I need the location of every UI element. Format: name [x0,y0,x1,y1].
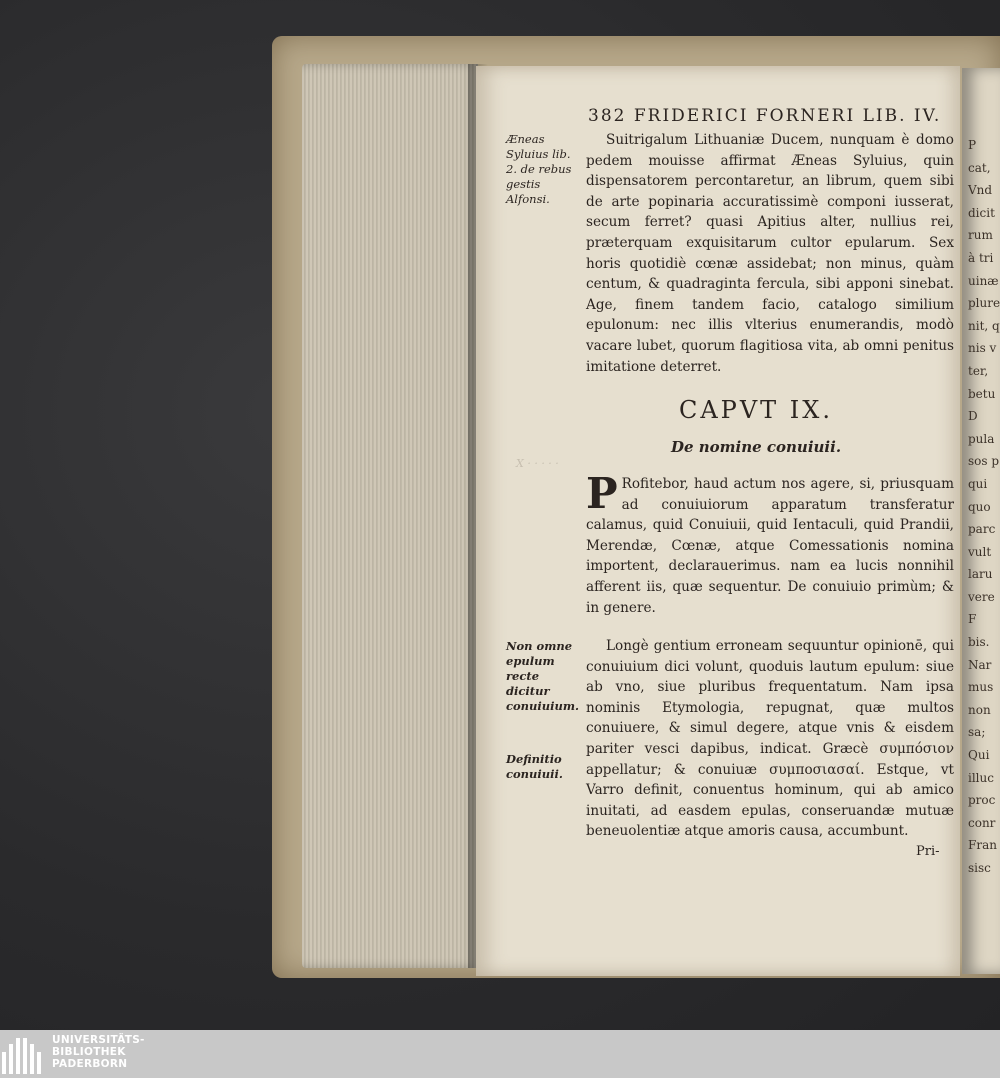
next-page-fragment: proc [968,793,996,808]
paragraph-text: Longè gentium erroneam sequuntur opinionē, qui conuiuium dici volunt, quoduis lautum epulum: siue ab vno, siue pluribus frequentatum. Nam ipsa nominis Etymologia, repugnat, quæ multos conuiuere, & simul degere, atque vnis & eisdem pariter vesci dapibus, indicat. Græcè συμπόσιον appellatur; & conuiuæ συμποσιασαί. Estque, vt Varro definit, conuentus hominum, qui ab amico inuitati, ad easdem epulas, conseruandæ mutuæ beneuolentiæ atque amoris causa, accumbunt. [586,638,954,840]
next-page-fragment: quo [968,499,991,514]
bleed-through-text: X · · · · · [516,457,559,470]
next-page-fragment: non [968,702,991,717]
open-book [272,36,1000,978]
library-name-line: BIBLIOTHEK [52,1046,126,1058]
next-page-fragment: F [968,612,977,627]
next-page-fragment: dicit [968,205,995,220]
next-page-fragment: mus [968,680,994,695]
next-page-fragment: sisc [968,861,991,875]
next-page-fragment: Fran [968,838,997,853]
next-page-fragment: Qui [968,748,990,763]
next-page-fragment: Vnd [968,183,993,198]
library-footer [0,1030,1000,1078]
next-page-fragment: plure [968,296,1000,311]
paragraph-text: Suitrigalum Lithuaniæ Ducem, nunquam è domo pedem mouisse affirmat Æneas Syluius, quin dispensatorem percontaretur, an librum, quem sibi de arte popinaria accuratissimè componi iusserat, secum ferret? quasi Apitius alter, nullius rei, præterquam exquisitarum cultor epularum. Sex horis quotidiè cœnæ assidebat; non minus, quàm centum, & quadraginta fercula, sibi apponi sinebat. Age, finem tandem facio, catalogo similium epulonum: nec illis vlterius enumerandis, modò vacare lubet, quorum flagitiosa vita, ab omni penitus imitatione deterret. [586,132,954,375]
margin-note: Non omne epulum recte dicitur conuiuium. [506,639,580,713]
next-page-fragment: P [968,138,977,152]
paragraph-text-wrapper [586,469,954,618]
left-page [476,66,960,976]
next-page-fragment: Nar [968,657,992,672]
margin-note: Æneas Syluius lib. 2. de rebus gestis Alfonsi. [506,132,572,206]
paragraph [586,130,954,377]
next-page-fragment: conr [968,815,996,830]
next-page-fragment: uinæ [968,273,999,288]
next-page-fragment: vult [968,544,992,559]
next-page-fragment: pula [968,431,995,446]
paragraph [586,636,954,842]
page-content [476,66,960,976]
right-page-fragment [962,68,1000,974]
next-page-fragment: illuc [968,770,994,785]
page-edges [302,64,478,968]
next-page-fragment: vere [968,589,995,604]
next-page-fragment: ter, [968,363,989,378]
library-name-line: UNIVERSITÄTS- [52,1034,145,1046]
paragraph [586,469,954,618]
next-page-fragment: bis. [968,635,990,650]
next-page-fragment: sa; [968,725,986,740]
next-page-fragment: nit, q [968,318,1000,333]
drop-cap: P [586,469,618,518]
library-name [52,1034,145,1070]
next-page-fragment: D [968,409,978,424]
next-page-fragment: cat, [968,160,991,175]
next-page-fragment: betu [968,386,996,401]
paragraph-text: Rofitebor, haud actum nos agere, si, priusquam ad conuiuiorum apparatum transferatur calamus, quid Conuiuii, quid Ientaculi, quid Prandii, Merendæ, Cœnæ, atque Comessationis nomina importent, declarauerimus. nam ea lucis nonnihil afferent iis, quæ sequentur. De conuiuio primùm; & in genere. [586,476,954,616]
next-page-fragment: sos p [968,454,1000,469]
next-page-fragment: à tri [968,250,994,265]
next-page-fragment: rum [968,228,993,243]
catchword: Pri- [916,844,940,859]
next-page-fragment: qui [968,476,988,491]
chapter-subtitle: De nomine conuiuii. [670,438,842,456]
right-page-lines [962,68,1000,880]
library-name-line: PADERBORN [52,1058,128,1070]
chapter-title: CAPVT IX. [678,396,833,424]
running-head: 382 FRIDERICI FORNERI LIB. IV. [588,106,942,126]
next-page-fragment: parc [968,522,996,537]
margin-note: Definitio conuiuii. [506,752,563,781]
next-page-fragment: nis v [968,341,997,356]
library-logo-icon [2,1034,46,1074]
next-page-fragment: laru [968,567,993,582]
